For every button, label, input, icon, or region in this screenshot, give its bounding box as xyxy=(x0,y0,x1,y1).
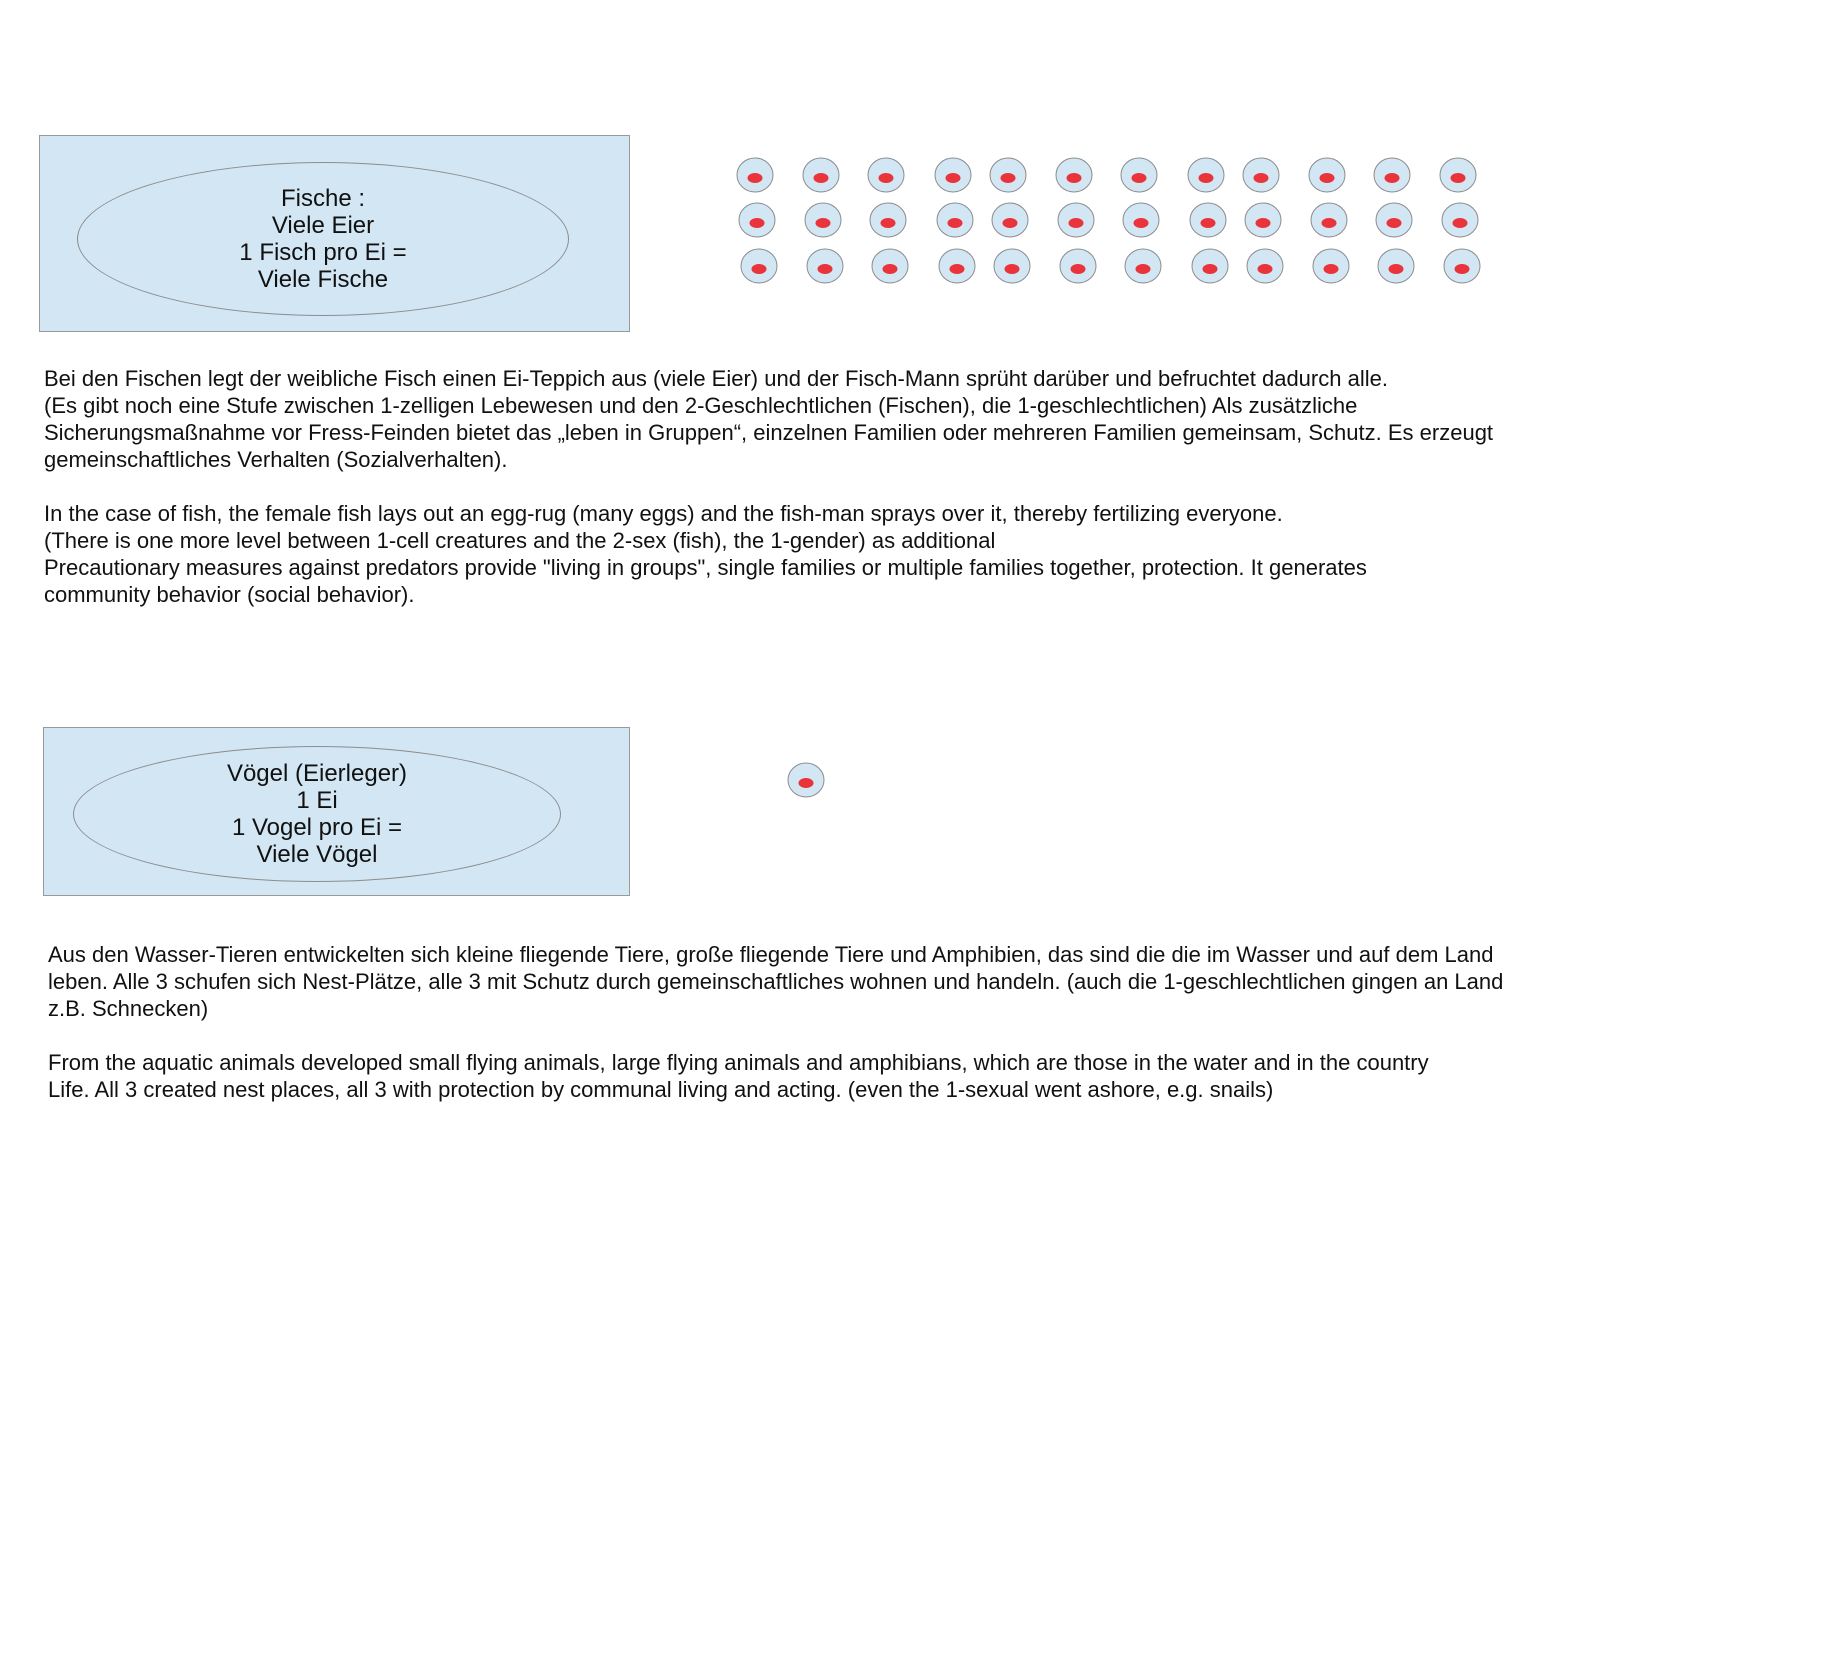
egg-embryo xyxy=(1201,218,1216,228)
egg-embryo xyxy=(752,264,767,274)
egg-shell xyxy=(1188,158,1224,192)
egg-embryo xyxy=(1132,173,1147,183)
egg-shell xyxy=(805,203,841,237)
egg-shell xyxy=(1190,203,1226,237)
egg xyxy=(1058,203,1094,237)
text-line: Bei den Fischen legt der weibliche Fisch einen Ei-Teppich aus (viele Eier) und der Fisch-Mann sprüht darüber und befruchtet dadurch alle. xyxy=(44,366,1388,391)
fish-box-line: Viele Fische xyxy=(257,266,389,293)
text-line: community behavior (social behavior). xyxy=(44,582,415,607)
egg xyxy=(805,203,841,237)
egg xyxy=(807,249,843,283)
bird-paragraph-english xyxy=(48,1049,1429,1103)
egg xyxy=(1376,203,1412,237)
egg-embryo xyxy=(1455,264,1470,274)
egg xyxy=(1378,249,1414,283)
egg xyxy=(1192,249,1228,283)
text-line: leben. Alle 3 schufen sich Nest-Plätze, alle 3 mit Schutz durch gemeinschaftliches wohnen und handeln. (auch die 1-geschlechtlichen gingen an Land xyxy=(48,969,1504,994)
egg xyxy=(870,203,906,237)
fish-paragraph-english xyxy=(44,500,1367,608)
egg-shell xyxy=(1313,249,1349,283)
text-line: From the aquatic animals developed small flying animals, large flying animals and amphibians, which are those in the water and in the country xyxy=(48,1050,1429,1075)
egg-shell xyxy=(937,203,973,237)
bird-box-line: Viele Vögel xyxy=(256,841,378,868)
egg xyxy=(739,203,775,237)
egg-embryo xyxy=(1324,264,1339,274)
egg-shell xyxy=(1060,249,1096,283)
egg-shell xyxy=(1125,249,1161,283)
egg-shell xyxy=(1374,158,1410,192)
fish-info-ellipse xyxy=(77,162,569,316)
egg-embryo xyxy=(948,218,963,228)
egg-embryo xyxy=(1451,173,1466,183)
egg xyxy=(1313,249,1349,283)
text-line: (There is one more level between 1-cell creatures and the 2-sex (fish), the 1-gender) as additional xyxy=(44,528,996,553)
fish-box-line: Fische : xyxy=(280,185,366,212)
egg-shell xyxy=(1192,249,1228,283)
egg-shell xyxy=(739,203,775,237)
egg-embryo xyxy=(879,173,894,183)
egg-shell xyxy=(935,158,971,192)
egg-embryo xyxy=(881,218,896,228)
egg xyxy=(994,249,1030,283)
egg-shell xyxy=(939,249,975,283)
egg-shell xyxy=(788,763,824,797)
egg-shell xyxy=(1058,203,1094,237)
egg-embryo xyxy=(946,173,961,183)
egg-shell xyxy=(868,158,904,192)
text-line: z.B. Schnecken) xyxy=(48,996,209,1021)
egg-shell xyxy=(1440,158,1476,192)
egg-shell xyxy=(1309,158,1345,192)
text-line: (Es gibt noch eine Stufe zwischen 1-zelligen Lebewesen und den 2-Geschlechtlichen (Fischen), die 1-geschlechtlichen) Als zusätzliche xyxy=(44,393,1358,418)
egg xyxy=(1123,203,1159,237)
bird-info-ellipse xyxy=(73,746,561,882)
egg xyxy=(1188,158,1224,192)
egg xyxy=(803,158,839,192)
egg-shell xyxy=(1378,249,1414,283)
fish-box-line: Viele Eier xyxy=(271,212,375,239)
egg-shell xyxy=(803,158,839,192)
egg-embryo xyxy=(1320,173,1335,183)
egg xyxy=(1125,249,1161,283)
egg xyxy=(1190,203,1226,237)
egg-shell xyxy=(1243,158,1279,192)
egg-shell xyxy=(807,249,843,283)
egg xyxy=(937,203,973,237)
egg-embryo xyxy=(1256,218,1271,228)
text-line: Sicherungsmaßnahme vor Fress-Feinden bietet das „leben in Gruppen“, einzelnen Familien oder mehreren Familien gemeinsam, Schutz. Es erzeugt xyxy=(44,420,1494,445)
fish-egg-carpet xyxy=(737,158,1480,283)
egg xyxy=(992,203,1028,237)
egg-embryo xyxy=(818,264,833,274)
bird-info-box xyxy=(43,727,630,896)
egg-embryo xyxy=(950,264,965,274)
egg-embryo xyxy=(1134,218,1149,228)
bird-paragraph-german xyxy=(48,941,1503,1022)
text-line: gemeinschaftliches Verhalten (Sozialverhalten). xyxy=(44,447,508,472)
egg-embryo xyxy=(1385,173,1400,183)
egg-shell xyxy=(1442,203,1478,237)
egg-embryo xyxy=(1322,218,1337,228)
bird-egg-group xyxy=(788,763,824,797)
egg-embryo xyxy=(1203,264,1218,274)
egg-shell xyxy=(870,203,906,237)
egg-embryo xyxy=(799,778,814,788)
egg-embryo xyxy=(816,218,831,228)
egg xyxy=(737,158,773,192)
egg-embryo xyxy=(1001,173,1016,183)
fish-box-line: 1 Fisch pro Ei = xyxy=(239,239,407,266)
egg-embryo xyxy=(814,173,829,183)
egg xyxy=(1243,158,1279,192)
egg-embryo xyxy=(1067,173,1082,183)
egg-shell xyxy=(990,158,1026,192)
egg-shell xyxy=(1056,158,1092,192)
egg xyxy=(990,158,1026,192)
egg-embryo xyxy=(1069,218,1084,228)
egg-shell xyxy=(1376,203,1412,237)
egg-shell xyxy=(1311,203,1347,237)
egg xyxy=(1311,203,1347,237)
egg xyxy=(1442,203,1478,237)
egg xyxy=(939,249,975,283)
egg-embryo xyxy=(1258,264,1273,274)
egg xyxy=(1444,249,1480,283)
egg xyxy=(1440,158,1476,192)
egg-embryo xyxy=(1453,218,1468,228)
egg-shell xyxy=(1245,203,1281,237)
bird-box-line: Vögel (Eierleger) xyxy=(226,760,408,787)
egg-shell xyxy=(737,158,773,192)
egg-embryo xyxy=(1389,264,1404,274)
text-line: Precautionary measures against predators provide "living in groups", single families or multiple families together, protection. It generates xyxy=(44,555,1367,580)
egg xyxy=(1245,203,1281,237)
egg-embryo xyxy=(748,173,763,183)
egg xyxy=(788,763,824,797)
text-line: In the case of fish, the female fish lays out an egg-rug (many eggs) and the fish-man sprays over it, thereby fertilizing everyone. xyxy=(44,501,1283,526)
egg-embryo xyxy=(1003,218,1018,228)
egg-shell xyxy=(1123,203,1159,237)
text-line: Life. All 3 created nest places, all 3 with protection by communal living and acting. (even the 1-sexual went ashore, e.g. snails) xyxy=(48,1077,1274,1102)
egg xyxy=(1309,158,1345,192)
text-line: Aus den Wasser-Tieren entwickelten sich kleine fliegende Tiere, große fliegende Tiere und Amphibien, das sind die die im Wasser und auf dem Land xyxy=(48,942,1494,967)
fish-info-box xyxy=(39,135,630,332)
bird-box-line: 1 Ei xyxy=(296,787,338,814)
egg xyxy=(1121,158,1157,192)
egg xyxy=(872,249,908,283)
egg xyxy=(868,158,904,192)
bird-box-line: 1 Vogel pro Ei = xyxy=(231,814,403,841)
egg-shell xyxy=(1121,158,1157,192)
egg-shell xyxy=(1247,249,1283,283)
egg xyxy=(1060,249,1096,283)
egg-shell xyxy=(992,203,1028,237)
egg-embryo xyxy=(750,218,765,228)
egg xyxy=(1374,158,1410,192)
egg xyxy=(1056,158,1092,192)
egg-shell xyxy=(994,249,1030,283)
egg-shell xyxy=(741,249,777,283)
egg xyxy=(741,249,777,283)
egg-embryo xyxy=(1387,218,1402,228)
egg xyxy=(935,158,971,192)
egg-embryo xyxy=(1136,264,1151,274)
egg-shell xyxy=(1444,249,1480,283)
egg-embryo xyxy=(1199,173,1214,183)
fish-paragraph-german xyxy=(44,365,1493,473)
egg-embryo xyxy=(883,264,898,274)
egg-embryo xyxy=(1254,173,1269,183)
egg-embryo xyxy=(1005,264,1020,274)
egg-shell xyxy=(872,249,908,283)
egg xyxy=(1247,249,1283,283)
egg-embryo xyxy=(1071,264,1086,274)
